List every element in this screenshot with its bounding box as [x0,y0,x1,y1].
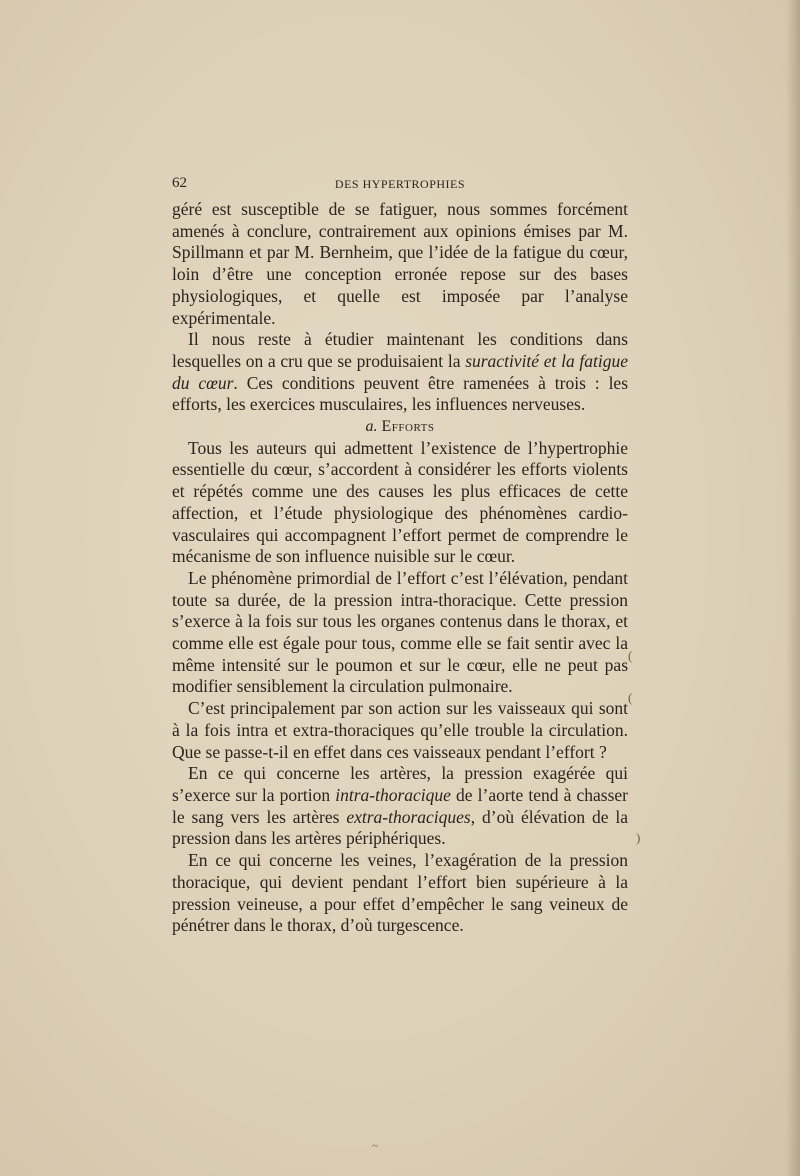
running-title: DES HYPERTROPHIES [334,177,466,191]
paragraph-7: En ce qui concerne les veines, l’exagération de la pression thoracique, qui devient pendant l’effort bien supérieure à la pression veineuse, a pour effet d’empêcher le sang veineux de pénétrer dans le thorax, d’où turgescence. [172,850,628,936]
paragraph-4: Le phénomène primordial de l’effort c’est l’élévation, pendant toute sa durée, de la pression intra-thoracique. Cette pression s’exerce à la fois sur tous les organes contenus dans le thorax, et comme elle est égale pour tous, comme elle se fait sentir avec la même intensité sur le poumon et sur le cœur, elle ne peut pas modifier sensiblement la circulation pulmonaire. [172,567,628,697]
section-heading [172,416,628,438]
paragraph-3: Tous les auteurs qui admettent l’existence de l’hypertrophie essentielle du cœur, s’accordent à considérer les efforts violents et répétés comme une des causes les plus efficaces de cette affection, et l’étude physiologique des phénomènes cardio-vasculaires qui accompagnent l’effort permet de comprendre le mécanisme de son influence nuisible sur le cœur. [172,437,628,567]
paragraph-2-text-a: Il nous reste à étudier maintenant les conditions dans lesquelles on a cru que se produisaient la [172,329,628,371]
paragraph-2-italic: suractivité et la fatigue du cœur [172,350,628,393]
page-number: 62 [172,175,187,191]
paragraph-2-text-b: . Ces conditions peuvent être ramenées à trois : les efforts, les exercices musculaires, les influences nerveuses. [172,372,629,415]
page-header [172,175,628,195]
paragraph-5: C’est principalement par son action sur les vaisseaux qui sont à la fois intra et extra-thoraciques qu’elle trouble la circulation. Que se passe-t-il en effet dans ces vaisseaux pendant l’effort ? [172,698,628,762]
page-edge-shadow [786,0,800,1176]
paragraph-6-text-a: En ce qui concerne les artères, la pression exagérée qui s’exerce sur la portion [172,763,628,805]
section-letter: a. [365,418,378,436]
paragraph-6-italic-1: intra-thoracique [335,784,451,805]
body-text [172,199,628,937]
paragraph-1: géré est susceptible de se fatiguer, nous sommes forcément amenés à conclure, contrairement aux opinions émises par M. Spillmann et par M. Bernheim, que l’idée de la fatigue du cœur, loin d’être une conception erronée repose sur des bases physiologiques, et quelle est imposée par l’analyse expérimentale. [172,199,628,328]
paragraph-2 [172,329,628,416]
margin-mark: ) [636,830,641,845]
paragraph-6-text-b: de l’aorte tend à chasser le sang vers les artères [172,784,628,827]
margin-mark: ( [628,690,633,705]
margin-mark: ( [628,648,633,663]
paragraph-6-text-c: , d’où élévation de la pression dans les artères périphériques. [172,806,628,849]
paragraph-6-italic-2: extra-thoraciques [346,806,471,827]
section-title: Efforts [381,418,435,436]
paragraph-6 [172,763,628,850]
ink-smudge: ~ [372,1140,378,1152]
